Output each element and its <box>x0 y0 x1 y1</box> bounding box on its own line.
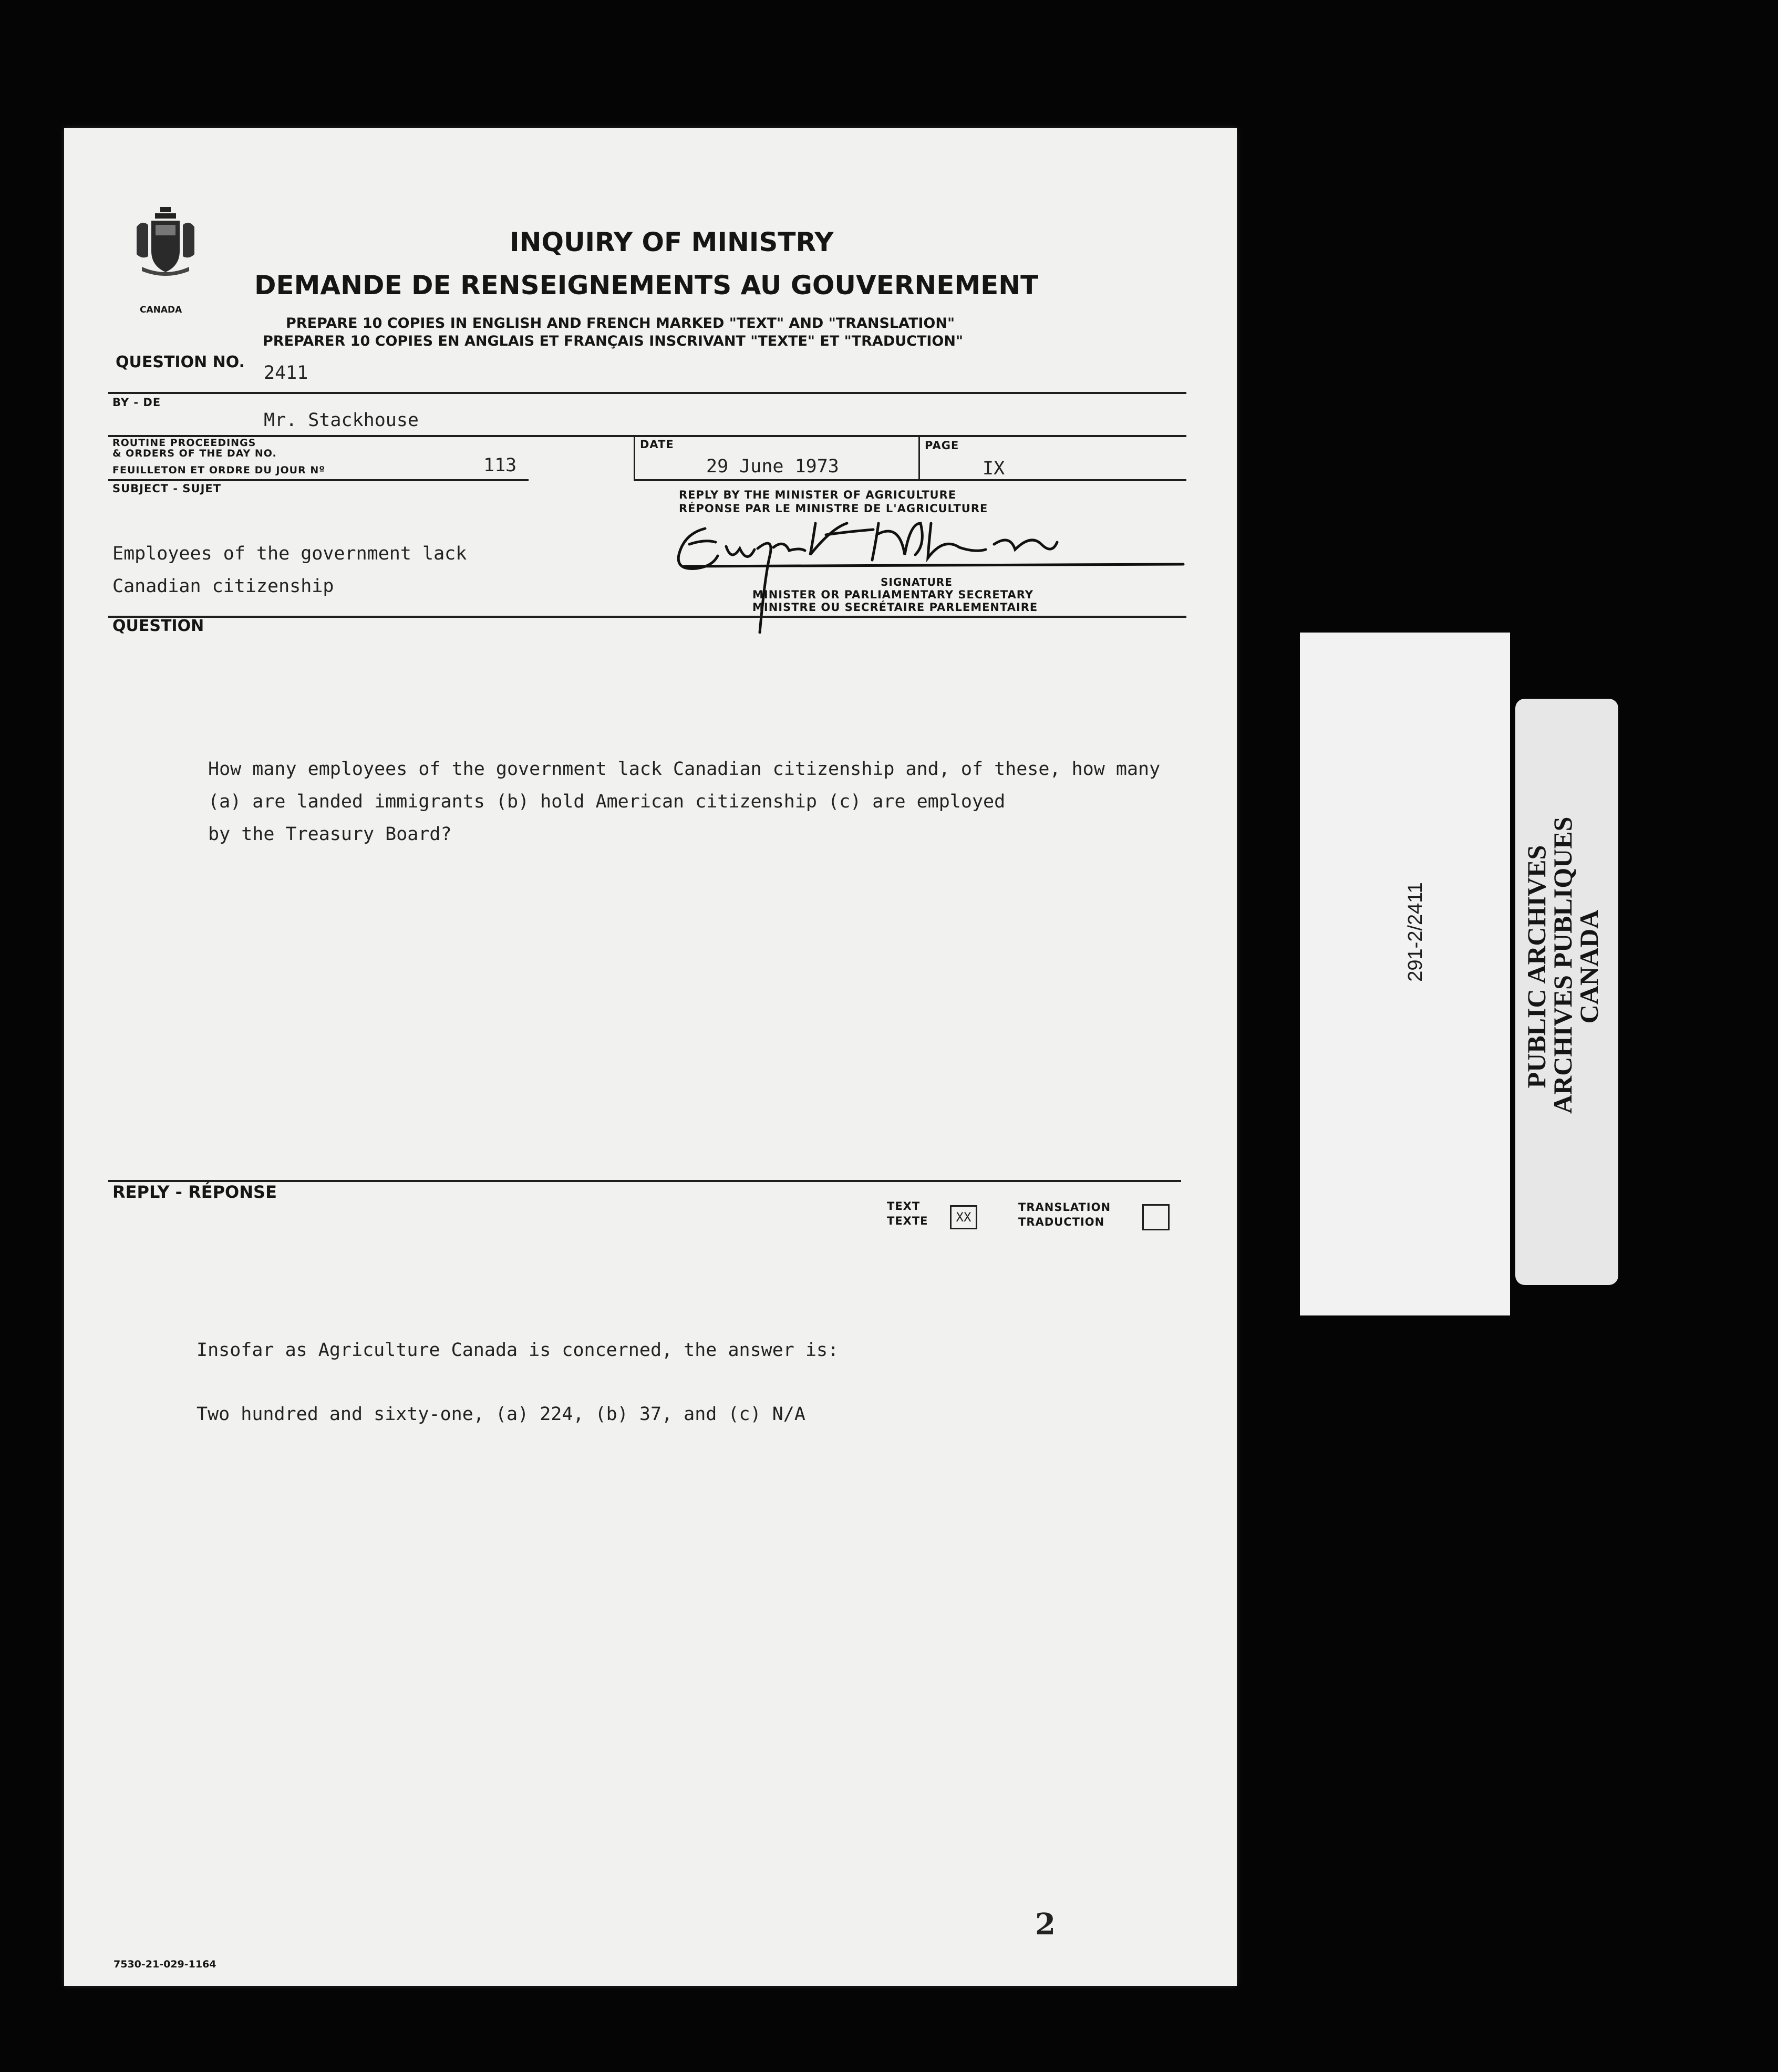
question-no-label: QUESTION NO. <box>116 353 245 371</box>
archives-line-2: ARCHIVES PUBLIQUES <box>1548 816 1577 1114</box>
form-code: 7530-21-029-1164 <box>113 1959 216 1970</box>
minister-french: MINISTRE OU SECRÉTAIRE PARLEMENTAIRE <box>752 601 1038 614</box>
page-value: IX <box>983 458 1005 479</box>
reply-label: REPLY - RÉPONSE <box>112 1182 277 1202</box>
translation-label: TRANSLATION <box>1018 1201 1111 1214</box>
subject-label: SUBJECT - SUJET <box>112 482 222 495</box>
question-line-1: How many employees of the government lack Canadian citizenship and, of these, how many <box>208 759 1161 780</box>
question-no-value: 2411 <box>264 362 308 384</box>
reply-by-english: REPLY BY THE MINISTER OF AGRICULTURE <box>679 489 957 501</box>
archives-line-1: PUBLIC ARCHIVES <box>1522 845 1551 1089</box>
page-label: PAGE <box>925 439 959 452</box>
subject-line-1: Employees of the government lack <box>112 543 467 564</box>
by-label: BY - DE <box>112 396 161 409</box>
answer-line-1: Insofar as Agriculture Canada is concerned, the answer is: <box>197 1340 839 1361</box>
title-french: DEMANDE DE RENSEIGNEMENTS AU GOUVERNEMENT <box>254 270 1039 301</box>
signature-image <box>668 507 1194 634</box>
answer-line-2: Two hundred and sixty-one, (a) 224, (b) 37, and (c) N/A <box>197 1404 805 1425</box>
page-number: 2 <box>1035 1907 1056 1942</box>
signature-label: SIGNATURE <box>881 576 953 588</box>
archives-line-3: CANADA <box>1574 909 1604 1024</box>
routine-label-3: FEUILLETON ET ORDRE DU JOUR Nº <box>112 464 325 476</box>
country-label: CANADA <box>140 305 182 315</box>
subject-line-2: Canadian citizenship <box>112 576 334 597</box>
archive-reference-slip <box>1300 633 1510 1315</box>
routine-label-2: & ORDERS OF THE DAY NO. <box>112 448 277 459</box>
question-line-2: (a) are landed immigrants (b) hold American citizenship (c) are employed <box>208 791 1006 812</box>
texte-label: TEXTE <box>887 1215 928 1227</box>
archive-reference-number: 291-2/2411 <box>1404 882 1426 982</box>
instructions-english: PREPARE 10 COPIES IN ENGLISH AND FRENCH MARKED "TEXT" AND "TRANSLATION" <box>286 315 955 331</box>
public-archives-label <box>1515 699 1618 1285</box>
minister-english: MINISTER OR PARLIAMENTARY SECRETARY <box>752 588 1033 601</box>
by-value: Mr. Stackhouse <box>264 410 419 431</box>
text-label: TEXT <box>887 1200 921 1213</box>
reply-by-french: RÉPONSE PAR LE MINISTRE DE L'AGRICULTURE <box>679 502 988 515</box>
title-english: INQUIRY OF MINISTRY <box>510 227 834 257</box>
coat-of-arms-icon <box>131 204 200 277</box>
date-label: DATE <box>640 438 674 451</box>
traduction-label: TRADUCTION <box>1018 1216 1105 1228</box>
routine-label-1: ROUTINE PROCEEDINGS <box>112 437 256 449</box>
form-sheet <box>64 128 1237 1986</box>
translation-checkbox[interactable] <box>1142 1204 1170 1230</box>
question-label: QUESTION <box>112 617 204 635</box>
text-checkbox[interactable]: XX <box>950 1205 977 1229</box>
routine-no-value: 113 <box>483 455 517 476</box>
date-value: 29 June 1973 <box>706 456 839 477</box>
instructions-french: PREPARER 10 COPIES EN ANGLAIS ET FRANÇAIS INSCRIVANT "TEXTE" ET "TRADUCTION" <box>263 333 964 349</box>
question-line-3: by the Treasury Board? <box>208 824 452 845</box>
